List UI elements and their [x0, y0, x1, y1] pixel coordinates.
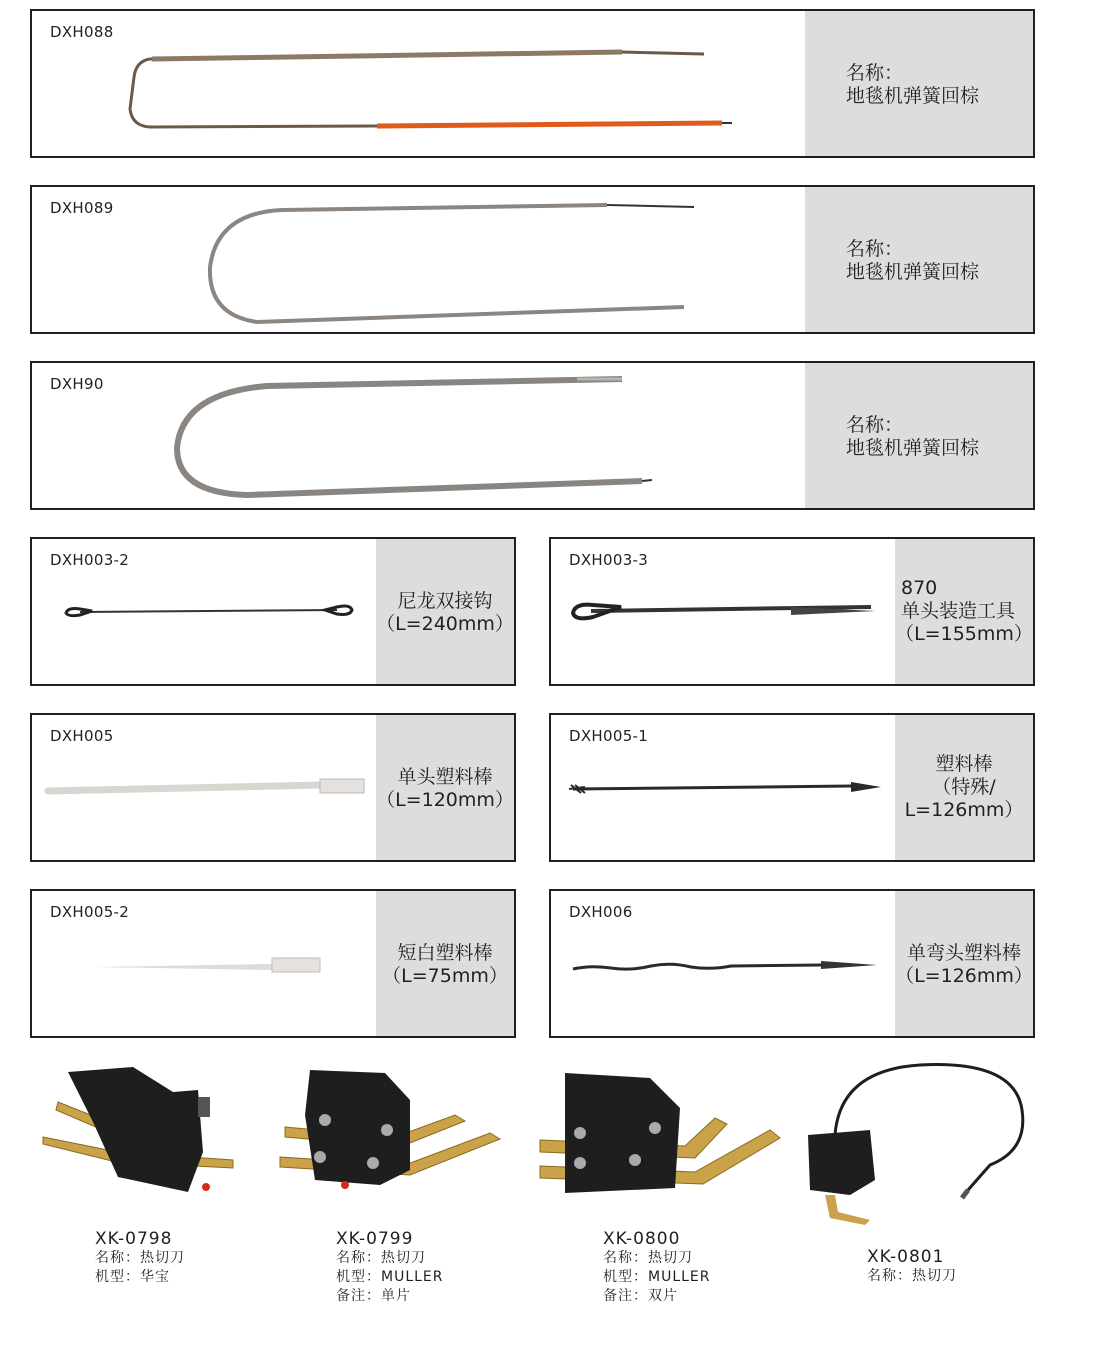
knife-name: 名称：热切刀 [867, 1268, 957, 1284]
product-info-panel [805, 187, 1033, 332]
product-info-panel [895, 539, 1033, 684]
product-name: 地毯机弹簧回棕 [846, 261, 980, 283]
product-image-hot-knife-xk-0800 [535, 1068, 785, 1203]
product-card-dxh003-2 [30, 537, 516, 686]
product-info-panel [895, 891, 1033, 1036]
product-number: 870 [901, 577, 938, 599]
knife-caption-xk-0800 [603, 1229, 711, 1306]
product-info-panel [376, 715, 514, 860]
product-card-dxh005 [30, 713, 516, 862]
product-name: 单弯头塑料棒 [906, 942, 1021, 964]
product-code: DXH90 [50, 375, 104, 393]
knife-model: XK-0800 [603, 1229, 681, 1249]
knife-name: 名称：热切刀 [95, 1250, 185, 1266]
product-length: （L=120mm） [376, 789, 514, 811]
product-name: 塑料棒 [935, 753, 993, 775]
product-code: DXH088 [50, 23, 114, 41]
product-name: 单头装造工具 [901, 600, 1016, 622]
product-card-dxh003-3 [549, 537, 1035, 686]
product-length: （L=155mm） [895, 623, 1033, 645]
product-image-bent-head-rod [551, 891, 896, 1036]
product-image-plastic-rod [32, 715, 377, 860]
product-image-hot-knife-xk-0799 [275, 1065, 510, 1195]
knife-machine: 机型：MULLER [603, 1269, 711, 1285]
product-image-plastic-rod-special [551, 715, 896, 860]
knife-machine: 机型：华宝 [95, 1269, 170, 1285]
product-code: DXH003-3 [569, 551, 649, 569]
knife-model: XK-0798 [95, 1229, 173, 1249]
product-image-spring-heddle [32, 11, 808, 156]
product-name: 单头塑料棒 [397, 766, 493, 788]
product-card-dxh088 [30, 9, 1035, 158]
name-label: 名称： [846, 238, 904, 260]
product-code: DXH005 [50, 727, 114, 745]
knife-machine: 机型：MULLER [336, 1269, 444, 1285]
product-card-dxh005-1 [549, 713, 1035, 862]
product-info-panel [376, 539, 514, 684]
name-label: 名称： [846, 414, 904, 436]
knife-caption-xk-0801 [867, 1247, 957, 1286]
product-name: 短白塑料棒 [397, 942, 493, 964]
product-info-panel [805, 11, 1033, 156]
knife-caption-xk-0798 [95, 1229, 185, 1287]
product-length: （L=126mm） [895, 965, 1033, 987]
product-info-panel [376, 891, 514, 1036]
name-label: 名称： [846, 62, 904, 84]
product-length: （L=240mm） [376, 613, 514, 635]
product-code: DXH006 [569, 903, 633, 921]
product-card-dxh90 [30, 361, 1035, 510]
product-image-short-white-rod [32, 891, 377, 1036]
knife-name: 名称：热切刀 [603, 1250, 693, 1266]
product-info-panel [805, 363, 1033, 508]
product-length: （L=75mm） [382, 965, 508, 987]
knife-model: XK-0801 [867, 1247, 945, 1267]
knife-name: 名称：热切刀 [336, 1250, 426, 1266]
product-image-spring-heddle [32, 187, 808, 332]
knife-model: XK-0799 [336, 1229, 414, 1249]
product-card-dxh006 [549, 889, 1035, 1038]
product-info-panel [895, 715, 1033, 860]
product-image-hot-knife-xk-0798 [38, 1062, 253, 1202]
knife-caption-xk-0799 [336, 1229, 444, 1306]
product-note: （特殊/ [932, 776, 996, 798]
product-image-spring-heddle [32, 363, 808, 508]
knife-note: 备注：单片 [336, 1288, 411, 1304]
product-image-single-head-tool [551, 539, 896, 684]
product-code: DXH089 [50, 199, 114, 217]
product-length: L=126mm） [904, 799, 1024, 821]
product-image-nylon-double-hook [32, 539, 377, 684]
product-name: 地毯机弹簧回棕 [846, 85, 980, 107]
product-code: DXH005-2 [50, 903, 130, 921]
product-code: DXH005-1 [569, 727, 649, 745]
product-name: 地毯机弹簧回棕 [846, 437, 980, 459]
knife-note: 备注：双片 [603, 1288, 678, 1304]
product-name: 尼龙双接钩 [397, 590, 493, 612]
product-card-dxh005-2 [30, 889, 516, 1038]
product-card-dxh089 [30, 185, 1035, 334]
product-image-hot-knife-xk-0801 [800, 1060, 1030, 1230]
product-code: DXH003-2 [50, 551, 130, 569]
